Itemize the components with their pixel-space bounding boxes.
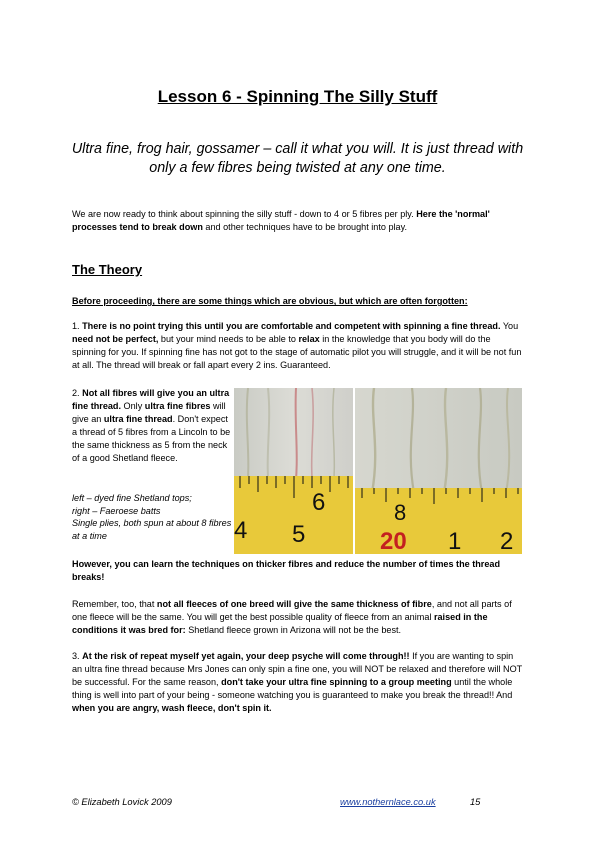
section-heading-theory: The Theory xyxy=(72,262,143,277)
footer-url-link[interactable]: www.nothernlace.co.uk xyxy=(340,797,436,807)
subtitle: Ultra fine, frog hair, gossamer – call it what you will. It is just thread with only a few fibres being twisted at any one time. xyxy=(71,141,524,176)
yarn-photo-pair xyxy=(234,388,522,554)
point-1-paragraph: 1. There is no point trying this until you are comfortable and competent with spinning a fine thread. You need not be perfect, but your mind needs to be able to relax in the knowledge that you body will do the spinning for you. If spinning fine has not got to the stage of automatic pilot you will struggle, and it will be not fun at all. The thread will break or fall apart every 2 ins. Guaranteed. xyxy=(72,321,522,370)
ruler-digit: 8 xyxy=(394,500,407,525)
remember-paragraph: Remember, too, that not all fleeces of one breed will give the same thickness of fibre, and not all parts of one fleece will be the same. You will get the best possible quality of fleece from an animal raised in the conditions it was bred for: Shetland fleece grown in Arizona will not be the best. xyxy=(72,599,512,635)
page-title: Lesson 6 - Spinning The Silly Stuff xyxy=(157,87,438,106)
however-paragraph: However, you can learn the techniques on thicker fibres and reduce the number of times the thread breaks! xyxy=(72,559,501,582)
intro-paragraph: We are now ready to think about spinning the silly stuff - down to 4 or 5 fibres per ply. Here the 'normal' processes tend to break down and other techniques have to be brought into play. xyxy=(72,209,490,232)
page-number: 15 xyxy=(470,797,481,807)
faeroese-batts-photo xyxy=(355,388,522,554)
photo-caption: left – dyed fine Shetland tops; right – Faeroese batts Single plies, both spun at about 8 fibres at a time xyxy=(72,493,232,541)
ruler-digit: 1 xyxy=(448,528,462,554)
ruler-digit: 5 xyxy=(292,521,306,548)
point-2-paragraph: 2. Not all fibres will give you an ultra fine thread. Only ultra fine fibres will give an ultra fine thread. Don't expect a thread of 5 fibres from a Lincoln to be the same thickness as 5 from the neck of a good Shetland fleece. xyxy=(72,388,231,463)
ruler-digit: 2 xyxy=(500,528,514,554)
shetland-tops-photo xyxy=(234,388,353,554)
before-proceeding-line: Before proceeding, there are some things which are obvious, but which are often forgotten: xyxy=(72,296,468,306)
ruler-digit: 6 xyxy=(312,489,326,516)
ruler-digit: 20 xyxy=(380,528,407,554)
ruler-digit: 4 xyxy=(234,517,248,544)
point-3-paragraph: 3. At the risk of repeat myself yet again, your deep psyche will come through!! If you are wanting to spin an ultra fine thread because Mrs Jones can only spin a fine one, you will NOT be relaxed and therefore will NOT be successful. For the same reason, don't take your ultra fine spinning to a group meeting until the whole thing is well into part of your being - someone watching you is guaranteed to make you break the thread!! And when you are angry, wash fleece, don't spin it. xyxy=(72,651,523,713)
footer-copyright: © Elizabeth Lovick 2009 xyxy=(72,797,172,807)
